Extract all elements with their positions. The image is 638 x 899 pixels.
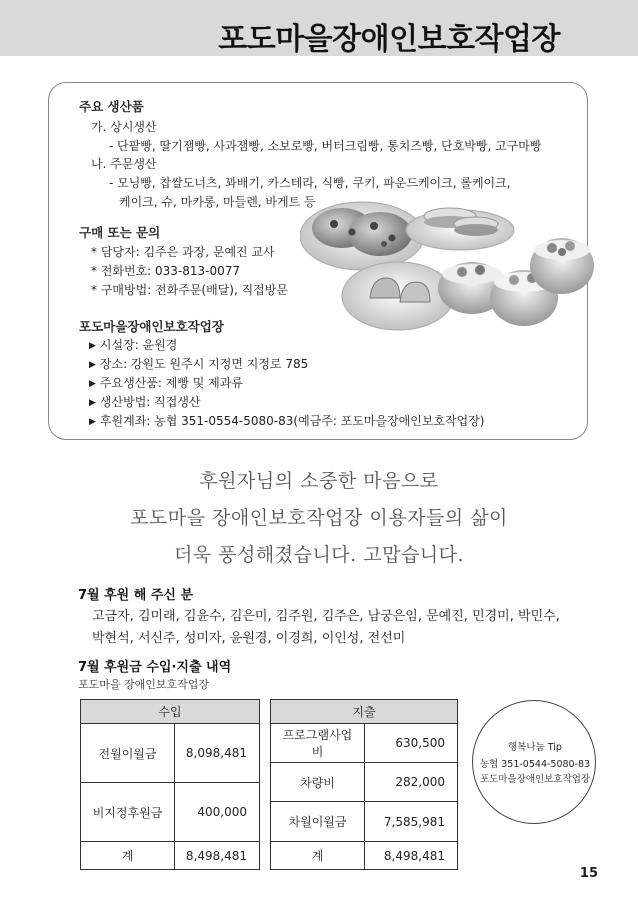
org-account: ▶ 후원계좌: 농협 351-0554-5080-83(예금주: 포도마을장애인보호작업장)	[89, 414, 485, 428]
regular-label: 가. 상시생산	[91, 120, 157, 134]
income-table	[80, 699, 260, 870]
donation-tip-circle	[472, 700, 596, 824]
thanks-line-2: 포도마을 장애인보호작업장 이용자들의 삶이	[130, 507, 508, 529]
org-title: 포도마을장애인보호작업장	[79, 319, 224, 334]
purchase-contact: * 담당자: 김주은 과장, 문예진 교사	[91, 245, 275, 259]
expense-total-value: 8,498,481	[365, 842, 458, 870]
purchase-title: 구매 또는 문의	[79, 225, 161, 240]
order-label: 나. 주문생산	[91, 157, 157, 171]
triangle-bullet-icon: ▶	[89, 360, 96, 370]
expense-label: 차량비	[271, 763, 365, 802]
income-total-label: 계	[81, 842, 175, 870]
table-row	[271, 763, 458, 802]
triangle-bullet-icon: ▶	[89, 417, 96, 427]
table-row	[81, 842, 260, 870]
expense-table	[270, 699, 458, 870]
products-title: 주요 생산품	[79, 99, 144, 114]
tip-holder: 포도마을장애인보호작업장	[479, 774, 591, 785]
order-items-line2: 케이크, 슈, 마카롱, 마들렌, 바게트 등	[119, 195, 316, 209]
table-row	[271, 842, 458, 870]
regular-items: - 단팥빵, 딸기잼빵, 사과잼빵, 소보로빵, 버터크림빵, 통치즈빵, 단호박빵, 고구마빵	[109, 139, 542, 153]
expense-value: 7,585,981	[365, 802, 458, 842]
donors-title: 7월 후원 해 주신 분	[78, 588, 194, 603]
triangle-bullet-icon: ▶	[89, 379, 96, 389]
income-header: 수입	[81, 700, 260, 724]
org-director: ▶ 시설장: 윤원경	[89, 338, 178, 352]
expense-label: 프로그램사업비	[271, 724, 365, 763]
income-total-value: 8,498,481	[175, 842, 260, 870]
thanks-line-3: 더욱 풍성해졌습니다. 고맙습니다.	[173, 544, 465, 566]
donors-line-1: 고금자, 김미래, 김윤수, 김은미, 김주원, 김주은, 남궁은임, 문예진, 민경미, 박민수,	[92, 609, 560, 624]
table-row	[81, 724, 260, 783]
expense-total-label: 계	[271, 842, 365, 870]
order-items-line1: - 모닝빵, 찹쌀도너츠, 꽈배기, 카스테라, 식빵, 쿠키, 파운드케이크, 롤케이크,	[109, 176, 511, 190]
tip-account: 농협 351-0544-5080-83	[479, 759, 591, 770]
page-title: 포도마을장애인보호작업장	[218, 22, 560, 57]
bakery-products-photo	[300, 186, 596, 336]
table-row	[271, 724, 458, 763]
income-label: 전월이월금	[81, 724, 175, 783]
org-method: ▶ 생산방법: 직접생산	[89, 395, 201, 409]
thanks-line-1: 후원자님의 소중한 마음으로	[199, 470, 439, 492]
expense-header: 지출	[271, 700, 458, 724]
expense-value: 282,000	[365, 763, 458, 802]
expense-label: 차월이월금	[271, 802, 365, 842]
triangle-bullet-icon: ▶	[89, 398, 96, 408]
page-number: 15	[579, 866, 598, 881]
table-row	[271, 802, 458, 842]
expense-value: 630,500	[365, 724, 458, 763]
income-value: 400,000	[175, 783, 260, 842]
finance-org: 포도마을 장애인보호작업장	[78, 678, 210, 691]
purchase-method: * 구매방법: 전화주문(배달), 직접방문	[91, 283, 288, 297]
purchase-phone: * 전화번호: 033-813-0077	[91, 264, 241, 278]
income-value: 8,098,481	[175, 724, 260, 783]
org-address: ▶ 장소: 강원도 원주시 지정면 지정로 785	[89, 357, 309, 371]
org-products: ▶ 주요생산품: 제빵 및 제과류	[89, 376, 243, 390]
table-row	[81, 783, 260, 842]
finance-title: 7월 후원금 수입·지출 내역	[78, 660, 232, 675]
tip-title: 행복나눔 Tip	[508, 742, 562, 753]
income-label: 비지정후원금	[81, 783, 175, 842]
donors-line-2: 박현석, 서신주, 성미자, 윤원경, 이경희, 이인성, 전선미	[92, 631, 406, 646]
triangle-bullet-icon: ▶	[89, 341, 96, 351]
